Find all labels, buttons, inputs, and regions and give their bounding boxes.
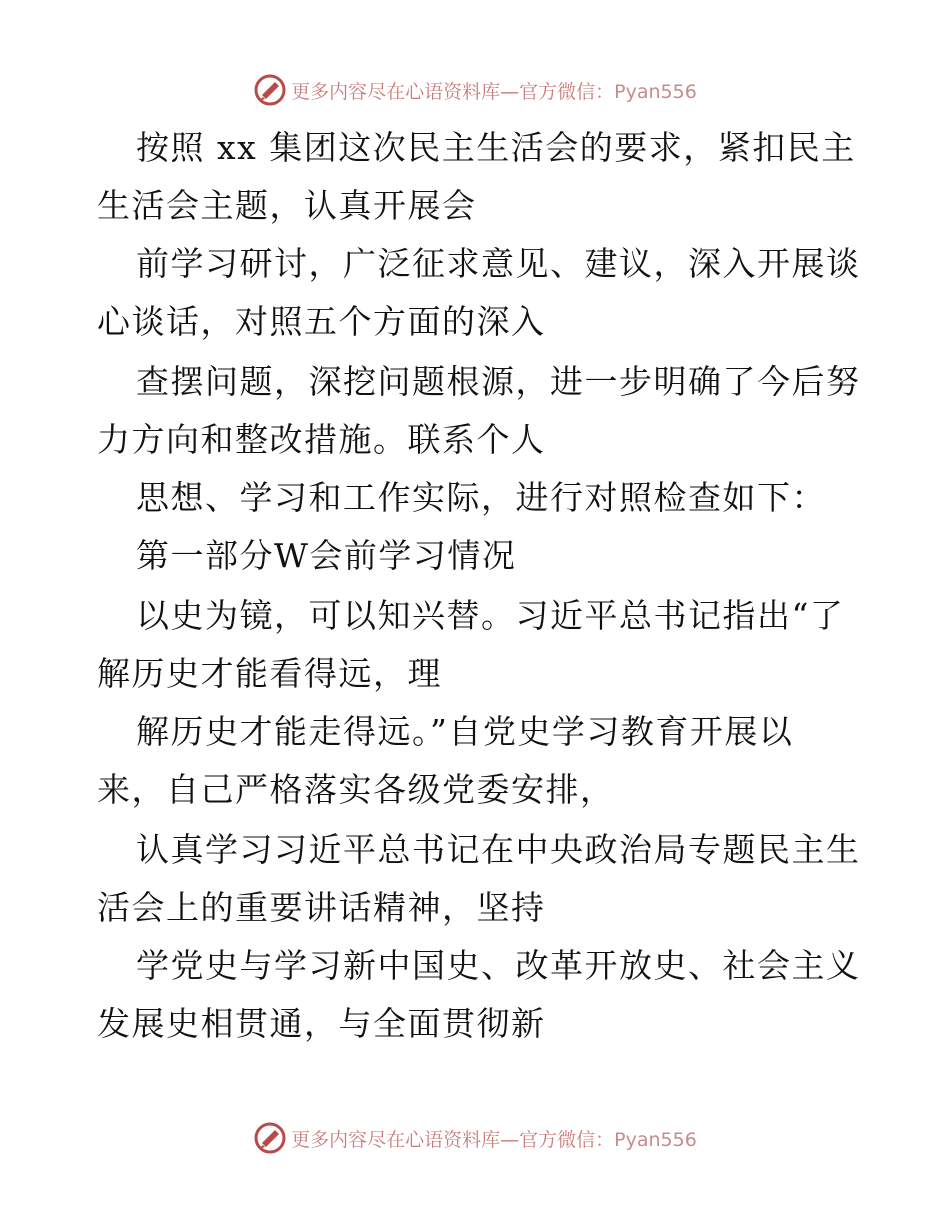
header-watermark-handle: Pyan556 — [614, 80, 697, 103]
para-6-line-2: 解历史才能看得远，理 — [97, 654, 442, 693]
footer-watermark-text: 更多内容尽在心语资料库—官方微信：Pyan556 — [291, 1128, 697, 1151]
para-6-line-1: 以史为镜，可以知兴替。习近平总书记指出“了 — [136, 596, 845, 635]
para-8-line-2: 活会上的重要讲话精神，坚持 — [97, 888, 546, 927]
para-3-line-2: 力方向和整改措施。联系个人 — [97, 420, 546, 459]
para-2-line-1: 前学习研讨，广泛征求意见、建议，深入开展谈 — [136, 244, 861, 283]
para-8-line-1: 认真学习习近平总书记在中央政治局专题民主生 — [136, 830, 861, 869]
footer-watermark-banner — [0, 1118, 950, 1158]
para-9-line-2: 发展史相贯通，与全面贯彻新 — [97, 1004, 546, 1043]
para-7-line-2: 来，自己严格落实各级党委安排， — [97, 770, 615, 809]
header-watermark-banner — [0, 70, 950, 110]
para-1-line-2: 生活会主题，认真开展会 — [97, 186, 477, 225]
footer-watermark-handle: Pyan556 — [614, 1128, 697, 1151]
para-1-line-1: 按照 xx 集团这次民主生活会的要求，紧扣民主 — [136, 128, 856, 167]
para-3-line-1: 查摆问题，深挖问题根源，进一步明确了今后努 — [136, 362, 861, 401]
brand-logo-icon — [253, 1121, 287, 1155]
brand-logo-icon — [253, 73, 287, 107]
para-4-line-1: 思想、学习和工作实际，进行对照检查如下： — [136, 478, 826, 517]
para-2-line-2: 心谈话，对照五个方面的深入 — [97, 302, 546, 341]
para-7-line-1: 解历史才能走得远。”自党史学习教育开展以 — [136, 712, 794, 751]
section-heading: 第一部分W会前学习情况 — [136, 536, 517, 575]
para-9-line-1: 学党史与学习新中国史、改革开放史、社会主义 — [136, 946, 861, 985]
header-watermark-text: 更多内容尽在心语资料库—官方微信：Pyan556 — [291, 80, 697, 103]
